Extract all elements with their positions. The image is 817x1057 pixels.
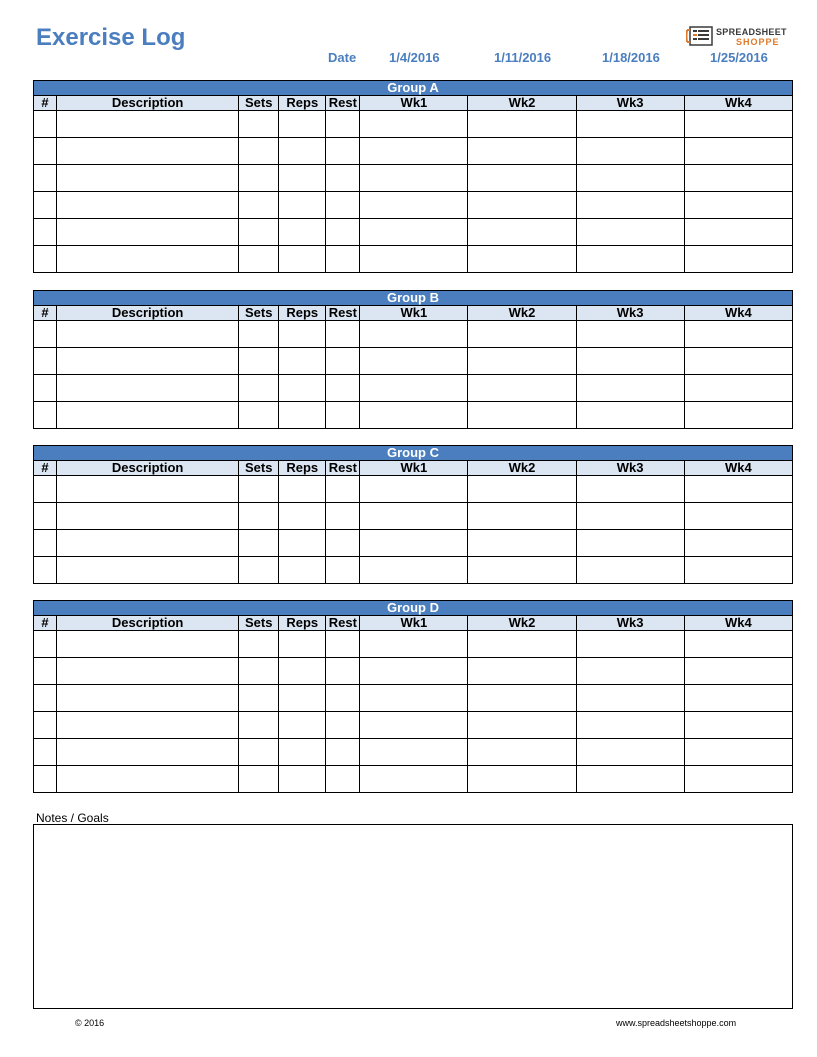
table-cell[interactable] — [360, 658, 468, 685]
table-cell[interactable] — [57, 192, 239, 219]
table-cell[interactable] — [34, 685, 57, 712]
table-cell[interactable] — [239, 766, 279, 793]
table-cell[interactable] — [34, 557, 57, 584]
table-cell[interactable] — [279, 321, 326, 348]
table-cell[interactable] — [326, 557, 360, 584]
table-cell[interactable] — [468, 402, 576, 429]
column-header: Rest — [326, 96, 360, 111]
table-cell[interactable] — [279, 530, 326, 557]
column-header: Wk2 — [468, 616, 576, 631]
table-cell[interactable] — [279, 138, 326, 165]
date-week-2: 1/11/2016 — [494, 50, 552, 65]
table-cell[interactable] — [279, 402, 326, 429]
table-row — [34, 530, 793, 557]
table-cell[interactable] — [326, 685, 360, 712]
table-cell[interactable] — [360, 557, 468, 584]
table-cell[interactable] — [576, 246, 684, 273]
notes-label: Notes / Goals — [36, 811, 109, 825]
table-cell[interactable] — [360, 348, 468, 375]
date-label: Date — [328, 50, 357, 65]
group-table — [33, 80, 793, 273]
table-cell[interactable] — [34, 138, 57, 165]
table-cell[interactable] — [326, 138, 360, 165]
column-header: Wk2 — [468, 461, 576, 476]
table-cell[interactable] — [360, 712, 468, 739]
table-cell[interactable] — [34, 375, 57, 402]
table-cell[interactable] — [57, 685, 239, 712]
column-header: Wk2 — [468, 96, 576, 111]
column-header: Wk3 — [576, 616, 684, 631]
table-cell[interactable] — [34, 321, 57, 348]
table-cell[interactable] — [576, 658, 684, 685]
table-cell[interactable] — [468, 631, 576, 658]
table-cell[interactable] — [34, 530, 57, 557]
table-cell[interactable] — [468, 503, 576, 530]
date-week-3: 1/18/2016 — [602, 50, 660, 65]
table-cell[interactable] — [239, 503, 279, 530]
table-cell[interactable] — [326, 739, 360, 766]
column-header: Wk4 — [684, 616, 792, 631]
table-cell[interactable] — [57, 631, 239, 658]
page-title: Exercise Log — [36, 24, 186, 51]
table-cell[interactable] — [279, 192, 326, 219]
table-cell[interactable] — [57, 476, 239, 503]
table-cell[interactable] — [576, 375, 684, 402]
table-cell[interactable] — [57, 111, 239, 138]
table-cell[interactable] — [326, 631, 360, 658]
footer-url: www.spreadsheetshoppe.com — [616, 1018, 737, 1028]
table-cell[interactable] — [576, 685, 684, 712]
table-cell[interactable] — [576, 530, 684, 557]
column-header: Wk4 — [684, 306, 792, 321]
table-cell[interactable] — [684, 712, 792, 739]
group-title: Group C — [34, 446, 793, 461]
table-cell[interactable] — [34, 219, 57, 246]
table-cell[interactable] — [576, 631, 684, 658]
column-header: Reps — [279, 306, 326, 321]
column-header: Wk4 — [684, 461, 792, 476]
table-cell[interactable] — [576, 321, 684, 348]
column-header: Rest — [326, 461, 360, 476]
table-cell[interactable] — [684, 476, 792, 503]
table-row — [34, 476, 793, 503]
table-cell[interactable] — [279, 476, 326, 503]
table-row — [34, 557, 793, 584]
column-header: Description — [57, 96, 239, 111]
table-cell[interactable] — [360, 530, 468, 557]
table-cell[interactable] — [468, 219, 576, 246]
table-cell[interactable] — [239, 685, 279, 712]
table-cell[interactable] — [576, 348, 684, 375]
table-cell[interactable] — [360, 219, 468, 246]
table-cell[interactable] — [239, 192, 279, 219]
table-cell[interactable] — [360, 375, 468, 402]
group-table — [33, 290, 793, 429]
table-cell[interactable] — [468, 766, 576, 793]
table-cell[interactable] — [684, 503, 792, 530]
table-cell[interactable] — [326, 658, 360, 685]
table-cell[interactable] — [57, 739, 239, 766]
table-cell[interactable] — [576, 476, 684, 503]
table-cell[interactable] — [468, 476, 576, 503]
table-cell[interactable] — [684, 348, 792, 375]
table-cell[interactable] — [326, 766, 360, 793]
table-cell[interactable] — [239, 739, 279, 766]
date-week-1: 1/4/2016 — [389, 50, 440, 65]
notes-box[interactable] — [33, 824, 793, 1009]
column-header: Wk1 — [360, 96, 468, 111]
table-row — [34, 739, 793, 766]
table-cell[interactable] — [239, 321, 279, 348]
table-cell[interactable] — [684, 375, 792, 402]
table-cell[interactable] — [684, 138, 792, 165]
column-header: Wk3 — [576, 96, 684, 111]
table-row — [34, 165, 793, 192]
table-cell[interactable] — [279, 165, 326, 192]
table-cell[interactable] — [57, 557, 239, 584]
column-header: Wk1 — [360, 461, 468, 476]
table-cell[interactable] — [57, 138, 239, 165]
table-cell[interactable] — [684, 246, 792, 273]
table-cell[interactable] — [34, 111, 57, 138]
table-cell[interactable] — [34, 246, 57, 273]
group-title: Group D — [34, 601, 793, 616]
table-cell[interactable] — [468, 685, 576, 712]
table-cell[interactable] — [279, 219, 326, 246]
table-row — [34, 138, 793, 165]
table-cell[interactable] — [57, 375, 239, 402]
logo-text-line2: SHOPPE — [736, 37, 780, 47]
table-cell[interactable] — [684, 321, 792, 348]
table-cell[interactable] — [326, 321, 360, 348]
table-row — [34, 631, 793, 658]
table-cell[interactable] — [239, 530, 279, 557]
table-cell[interactable] — [239, 476, 279, 503]
table-cell[interactable] — [279, 658, 326, 685]
brand-logo — [686, 24, 796, 50]
table-cell[interactable] — [279, 685, 326, 712]
table-cell[interactable] — [360, 631, 468, 658]
table-cell[interactable] — [326, 476, 360, 503]
group-title: Group B — [34, 291, 793, 306]
table-cell[interactable] — [684, 557, 792, 584]
table-cell[interactable] — [279, 111, 326, 138]
table-row — [34, 111, 793, 138]
table-cell[interactable] — [239, 712, 279, 739]
table-cell[interactable] — [57, 503, 239, 530]
table-cell[interactable] — [326, 402, 360, 429]
column-header: # — [34, 306, 57, 321]
table-cell[interactable] — [34, 348, 57, 375]
table-cell[interactable] — [360, 321, 468, 348]
table-cell[interactable] — [279, 246, 326, 273]
table-cell[interactable] — [468, 375, 576, 402]
table-cell[interactable] — [468, 165, 576, 192]
table-cell[interactable] — [576, 165, 684, 192]
table-cell[interactable] — [468, 192, 576, 219]
table-cell[interactable] — [360, 138, 468, 165]
table-row — [34, 766, 793, 793]
table-cell[interactable] — [279, 503, 326, 530]
table-cell[interactable] — [360, 685, 468, 712]
table-cell[interactable] — [326, 712, 360, 739]
table-cell[interactable] — [576, 402, 684, 429]
table-row — [34, 375, 793, 402]
table-cell[interactable] — [57, 402, 239, 429]
table-cell[interactable] — [576, 138, 684, 165]
table-cell[interactable] — [279, 739, 326, 766]
table-cell[interactable] — [279, 348, 326, 375]
table-cell[interactable] — [468, 138, 576, 165]
column-header: Sets — [239, 616, 279, 631]
group-title: Group A — [34, 81, 793, 96]
table-cell[interactable] — [34, 766, 57, 793]
table-cell[interactable] — [239, 658, 279, 685]
table-cell[interactable] — [34, 402, 57, 429]
table-cell[interactable] — [468, 321, 576, 348]
table-cell[interactable] — [684, 530, 792, 557]
column-header: # — [34, 96, 57, 111]
table-cell[interactable] — [57, 165, 239, 192]
table-cell[interactable] — [576, 557, 684, 584]
table-cell[interactable] — [239, 138, 279, 165]
footer-copyright: © 2016 — [75, 1018, 105, 1028]
column-header: Wk1 — [360, 306, 468, 321]
column-header: Reps — [279, 96, 326, 111]
table-cell[interactable] — [326, 219, 360, 246]
table-cell[interactable] — [576, 503, 684, 530]
column-header: # — [34, 616, 57, 631]
table-cell[interactable] — [239, 348, 279, 375]
table-cell[interactable] — [34, 503, 57, 530]
table-cell[interactable] — [34, 165, 57, 192]
table-cell[interactable] — [684, 219, 792, 246]
table-row — [34, 321, 793, 348]
table-cell[interactable] — [360, 111, 468, 138]
date-week-4: 1/25/2016 — [710, 50, 768, 65]
table-row — [34, 348, 793, 375]
column-header: Reps — [279, 616, 326, 631]
table-cell[interactable] — [239, 111, 279, 138]
table-cell[interactable] — [576, 192, 684, 219]
table-cell[interactable] — [468, 111, 576, 138]
table-cell[interactable] — [468, 658, 576, 685]
table-cell[interactable] — [468, 712, 576, 739]
table-cell[interactable] — [239, 557, 279, 584]
table-cell[interactable] — [576, 712, 684, 739]
table-cell[interactable] — [360, 165, 468, 192]
table-cell[interactable] — [326, 165, 360, 192]
table-cell[interactable] — [684, 739, 792, 766]
table-cell[interactable] — [239, 402, 279, 429]
table-cell[interactable] — [326, 192, 360, 219]
table-cell[interactable] — [279, 557, 326, 584]
column-header: Sets — [239, 306, 279, 321]
table-cell[interactable] — [468, 557, 576, 584]
table-cell[interactable] — [684, 402, 792, 429]
column-header: Sets — [239, 96, 279, 111]
table-row — [34, 503, 793, 530]
table-cell[interactable] — [326, 503, 360, 530]
table-cell[interactable] — [468, 348, 576, 375]
table-cell[interactable] — [326, 348, 360, 375]
table-row — [34, 402, 793, 429]
table-cell[interactable] — [468, 739, 576, 766]
table-cell[interactable] — [57, 766, 239, 793]
table-cell[interactable] — [468, 246, 576, 273]
table-row — [34, 219, 793, 246]
table-cell[interactable] — [57, 219, 239, 246]
table-cell[interactable] — [279, 712, 326, 739]
table-cell[interactable] — [360, 476, 468, 503]
table-cell[interactable] — [279, 631, 326, 658]
table-cell[interactable] — [57, 712, 239, 739]
table-cell[interactable] — [468, 530, 576, 557]
table-cell[interactable] — [239, 165, 279, 192]
table-cell[interactable] — [57, 348, 239, 375]
table-cell[interactable] — [684, 685, 792, 712]
logo-text-line1: SPREADSHEET — [716, 27, 787, 37]
column-header: Wk1 — [360, 616, 468, 631]
table-cell[interactable] — [684, 111, 792, 138]
column-header: Rest — [326, 616, 360, 631]
column-header: Wk4 — [684, 96, 792, 111]
table-row — [34, 658, 793, 685]
table-row — [34, 685, 793, 712]
group-table — [33, 600, 793, 793]
table-cell[interactable] — [360, 766, 468, 793]
table-cell[interactable] — [360, 739, 468, 766]
table-cell[interactable] — [34, 631, 57, 658]
table-cell[interactable] — [684, 658, 792, 685]
column-header: Wk3 — [576, 461, 684, 476]
column-header: Wk3 — [576, 306, 684, 321]
table-cell[interactable] — [34, 192, 57, 219]
table-cell[interactable] — [360, 246, 468, 273]
table-cell[interactable] — [684, 165, 792, 192]
table-cell[interactable] — [684, 766, 792, 793]
column-header: Description — [57, 306, 239, 321]
table-cell[interactable] — [239, 375, 279, 402]
table-cell[interactable] — [360, 192, 468, 219]
table-cell[interactable] — [57, 321, 239, 348]
table-cell[interactable] — [279, 766, 326, 793]
table-cell[interactable] — [360, 402, 468, 429]
table-cell[interactable] — [57, 246, 239, 273]
table-cell[interactable] — [576, 111, 684, 138]
table-cell[interactable] — [326, 375, 360, 402]
table-cell[interactable] — [34, 739, 57, 766]
table-cell[interactable] — [576, 766, 684, 793]
table-cell[interactable] — [239, 246, 279, 273]
table-row — [34, 246, 793, 273]
table-cell[interactable] — [576, 219, 684, 246]
column-header: Reps — [279, 461, 326, 476]
column-header: # — [34, 461, 57, 476]
table-cell[interactable] — [326, 530, 360, 557]
table-cell[interactable] — [279, 375, 326, 402]
table-row — [34, 192, 793, 219]
column-header: Rest — [326, 306, 360, 321]
table-cell[interactable] — [239, 631, 279, 658]
column-header: Sets — [239, 461, 279, 476]
column-header: Description — [57, 461, 239, 476]
column-header: Wk2 — [468, 306, 576, 321]
table-cell[interactable] — [34, 712, 57, 739]
column-header: Description — [57, 616, 239, 631]
table-cell[interactable] — [34, 658, 57, 685]
table-cell[interactable] — [57, 530, 239, 557]
table-cell[interactable] — [360, 503, 468, 530]
table-cell[interactable] — [326, 246, 360, 273]
table-cell[interactable] — [34, 476, 57, 503]
table-cell[interactable] — [239, 219, 279, 246]
table-cell[interactable] — [684, 192, 792, 219]
table-cell[interactable] — [57, 658, 239, 685]
table-cell[interactable] — [326, 111, 360, 138]
table-cell[interactable] — [684, 631, 792, 658]
spreadsheet-icon — [686, 24, 716, 48]
group-table — [33, 445, 793, 584]
table-cell[interactable] — [576, 739, 684, 766]
table-row — [34, 712, 793, 739]
